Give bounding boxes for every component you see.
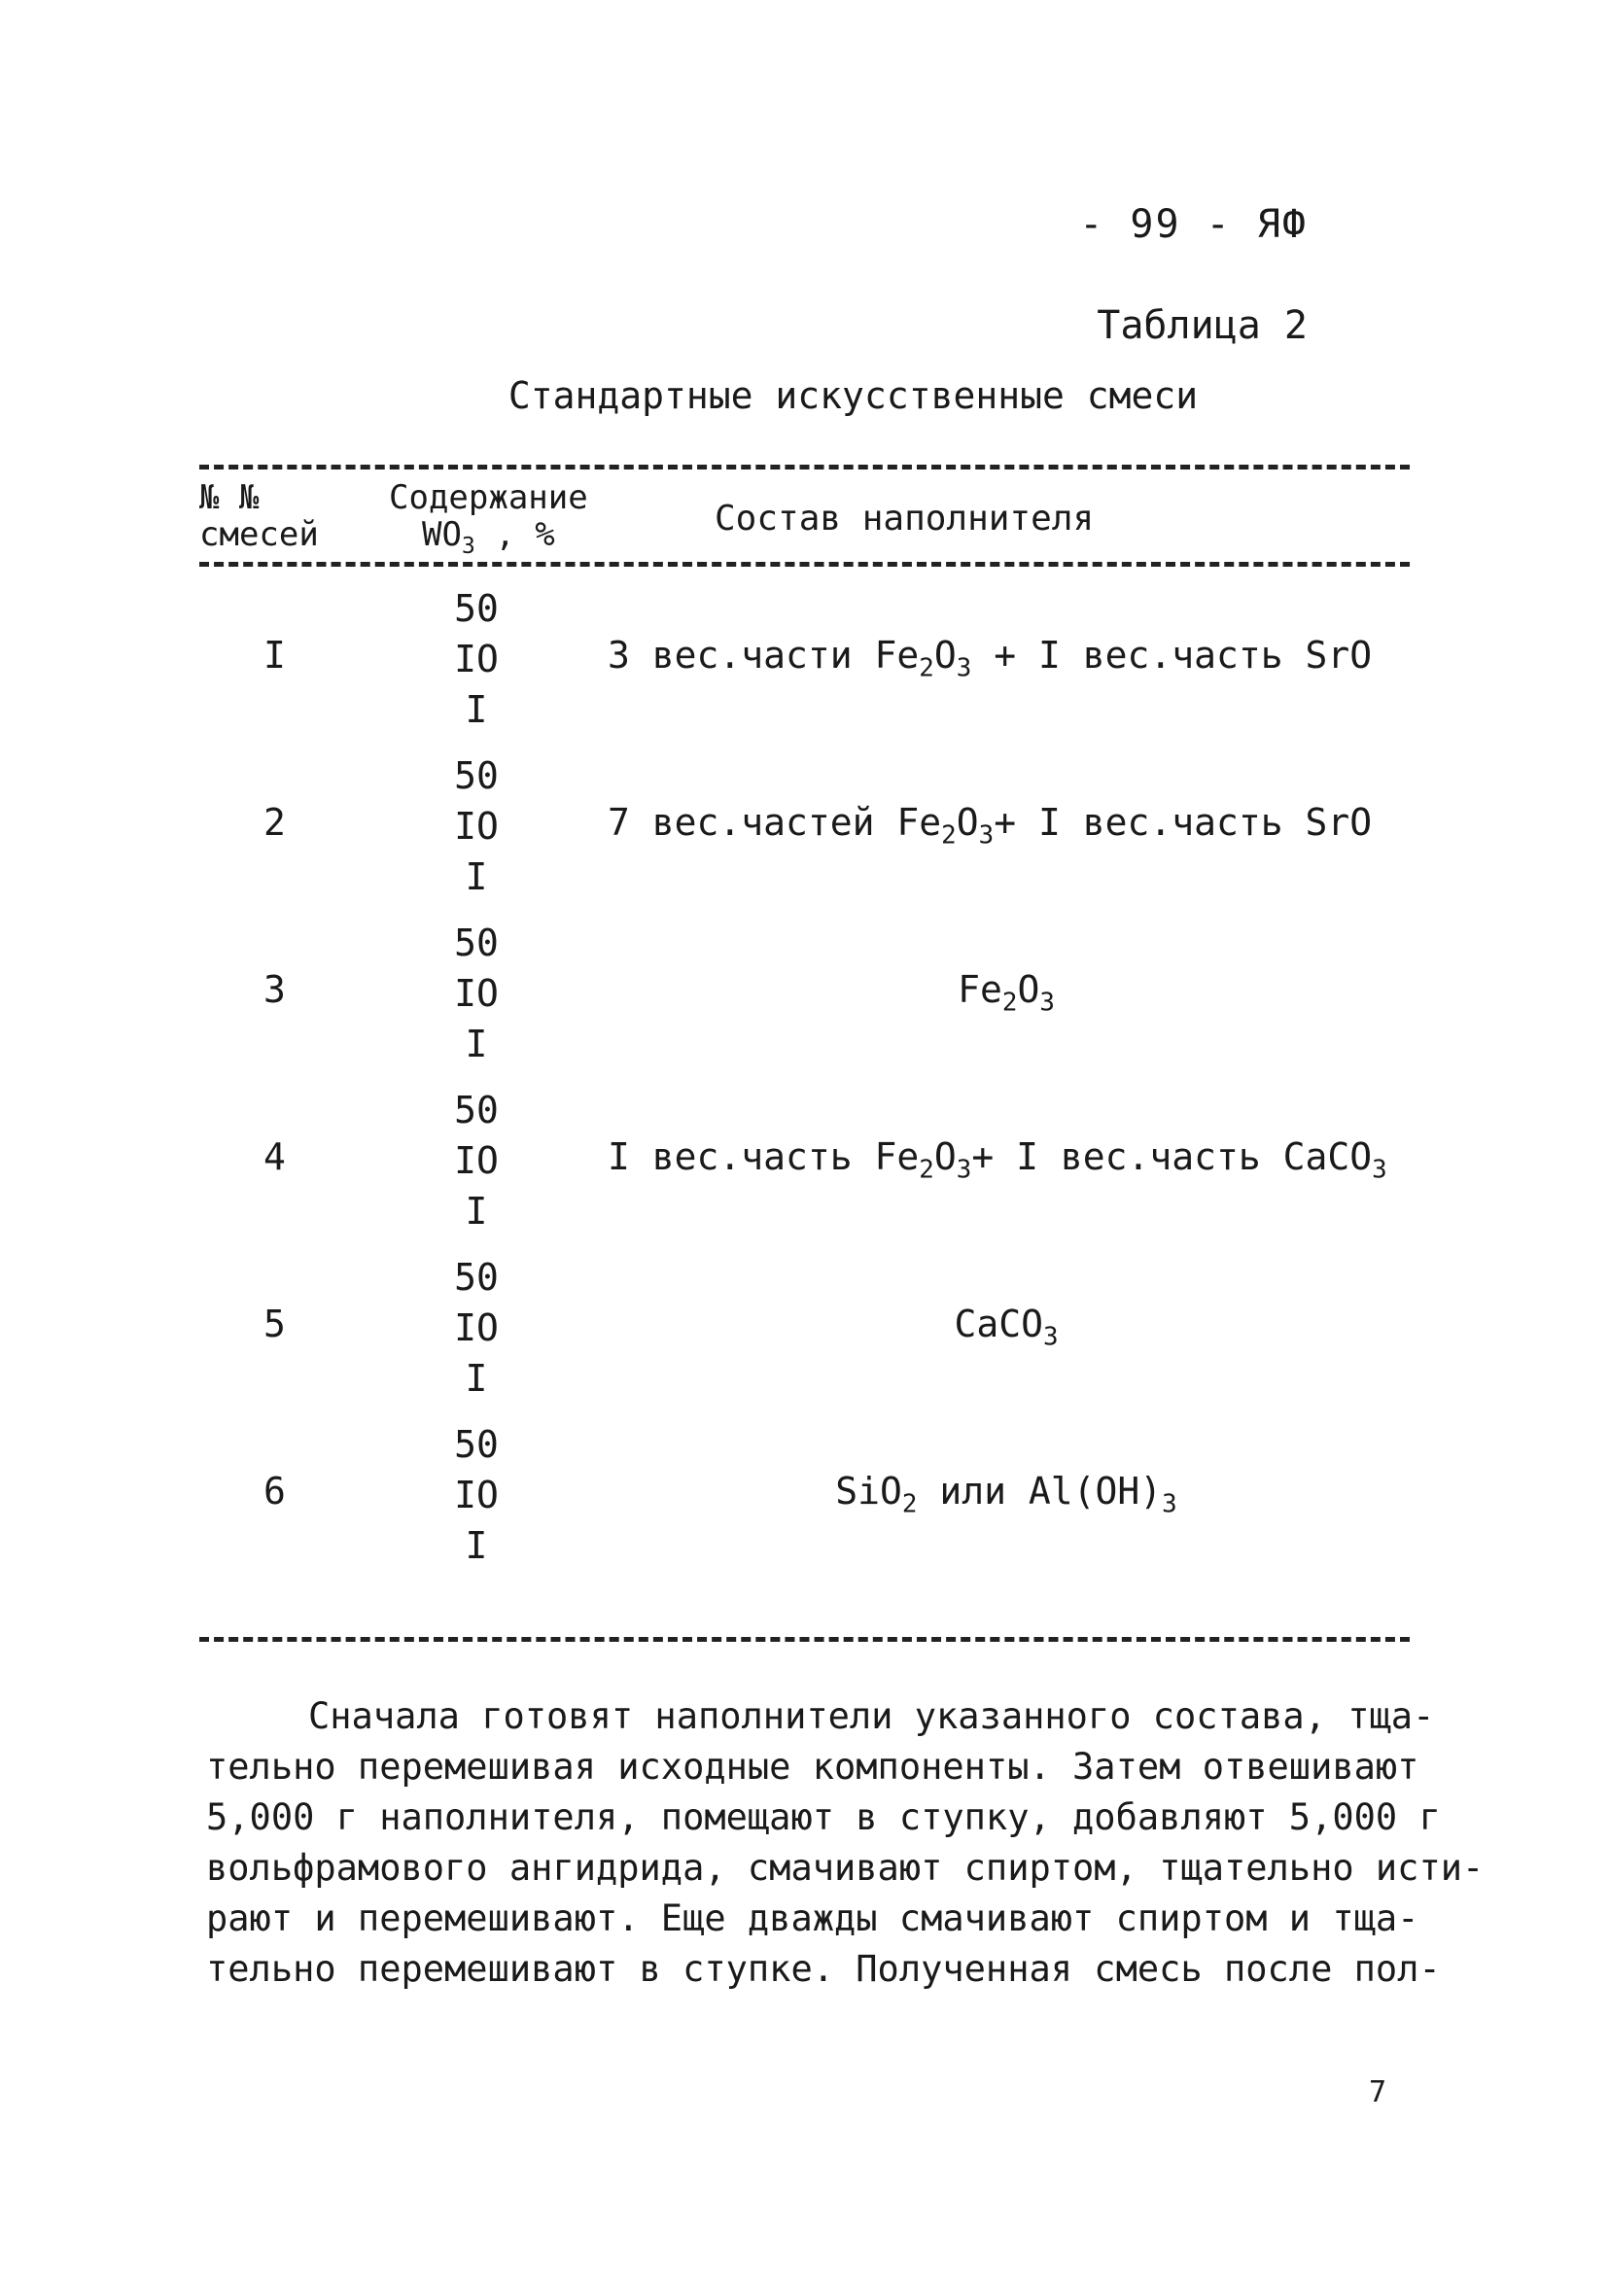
wo3-values [408,918,544,1069]
wo3-value: 50 [454,1256,499,1299]
wo3-value: I [465,1524,488,1567]
table-row [199,1419,1410,1586]
wo3-value: 50 [454,754,499,797]
formula-subscript: 2 [919,653,934,683]
mix-number: 3 [263,968,286,1011]
table-row [199,750,1410,918]
table-header-rule [199,562,1410,567]
filler-composition [608,1135,1405,1185]
wo3-value: I [465,855,488,898]
wo3-value: 50 [454,922,499,964]
formula-subscript: 3 [1162,1489,1177,1519]
mix-number: 2 [263,801,286,844]
wo3-value: IO [454,1139,499,1182]
formula-subscript: 3 [978,820,995,851]
composition-text: + I вес.часть SrO [971,634,1373,677]
header-content-line2 [389,516,588,565]
wo3-value: I [465,1190,488,1233]
wo3-value: I [465,1357,488,1400]
filler-composition [608,634,1405,683]
wo3-value: I [465,1023,488,1065]
table-bottom-rule [199,1637,1410,1642]
corner-mark: 7 [1369,2075,1387,2109]
header-formula-sub: 3 [461,533,475,559]
composition-text: 3 вес.части Fe [608,634,920,677]
composition-text: 7 вес.частей Fe [608,801,942,844]
paragraph-line: тельно перемешивая исходные компоненты. Затем отвешивают [206,1746,1419,1788]
composition-text: O [1017,968,1040,1011]
wo3-values [408,583,544,735]
wo3-value: IO [454,1474,499,1516]
header-mix-number-line2: смесей [199,515,319,554]
composition-text: O [956,801,979,844]
wo3-value: I [465,688,488,731]
wo3-value: 50 [454,587,499,630]
paragraph-line: 5,000 г наполнителя, помещают в ступку, добавляют 5,000 г [206,1796,1441,1838]
formula-subscript: 2 [941,820,957,851]
header-unit: , % [474,515,555,554]
composition-text: Fe [958,968,1002,1011]
filler-composition [608,968,1405,1018]
wo3-values [408,1252,544,1404]
header-mix-number [199,479,319,553]
header-mix-number-line1: № № [199,478,260,517]
page-number: - 99 - ЯФ [1079,202,1308,247]
wo3-value: IO [454,972,499,1015]
wo3-values [408,1419,544,1571]
wo3-value: 50 [454,1423,499,1466]
wo3-value: IO [454,638,499,680]
wo3-value: IO [454,1306,499,1349]
formula-subscript: 2 [901,1489,918,1519]
composition-text: или Al(OH) [917,1470,1163,1513]
wo3-values [408,750,544,902]
formula-subscript: 3 [1372,1155,1387,1185]
formula-subscript: 3 [956,653,972,683]
composition-text: + I вес.часть CaCO [971,1135,1373,1178]
composition-text: SiO [835,1470,902,1513]
paragraph-line: Сначала готовят наполнители указанного состава, тща- [308,1695,1435,1737]
header-formula: WO [421,515,462,554]
header-wo3-content [389,479,588,565]
table-row [199,1252,1410,1419]
mix-number: I [263,634,286,677]
formula-subscript: 3 [956,1155,972,1185]
header-content-line1: Содержание [389,478,588,517]
body-paragraph [206,1691,1485,1995]
table-top-rule [199,465,1410,470]
table-row [199,1085,1410,1252]
composition-text: CaCO [954,1303,1043,1345]
composition-text: O [933,1135,957,1178]
formula-subscript: 3 [1042,1322,1059,1352]
mix-number: 6 [263,1470,286,1513]
table-title: Стандартные искусственные смеси [507,374,1199,417]
filler-composition [608,801,1405,851]
mix-number: 4 [263,1135,286,1178]
header-filler-composition: Состав наполнителя [715,499,1095,539]
composition-text: I вес.часть Fe [608,1135,920,1178]
composition-text: + I вес.часть SrO [994,801,1373,844]
wo3-value: 50 [454,1089,499,1131]
formula-subscript: 2 [1001,988,1018,1018]
formula-subscript: 2 [919,1155,934,1185]
wo3-value: IO [454,805,499,848]
table-body [199,583,1410,1586]
paragraph-line: вольфрамового ангидрида, смачивают спиртом, тщательно исти- [206,1847,1485,1889]
wo3-values [408,1085,544,1236]
table-label: Таблица 2 [1097,303,1308,348]
filler-composition [608,1470,1405,1519]
table-row [199,583,1410,750]
table-header [199,479,1410,557]
paragraph-line: рают и перемешивают. Еще дважды смачивают спиртом и тща- [206,1897,1419,1939]
composition-text: O [933,634,957,677]
filler-composition [608,1303,1405,1352]
table-row [199,918,1410,1085]
mix-number: 5 [263,1303,286,1345]
paragraph-line: тельно перемешивают в ступке. Полученная смесь после пол- [206,1948,1441,1990]
formula-subscript: 3 [1039,988,1055,1018]
